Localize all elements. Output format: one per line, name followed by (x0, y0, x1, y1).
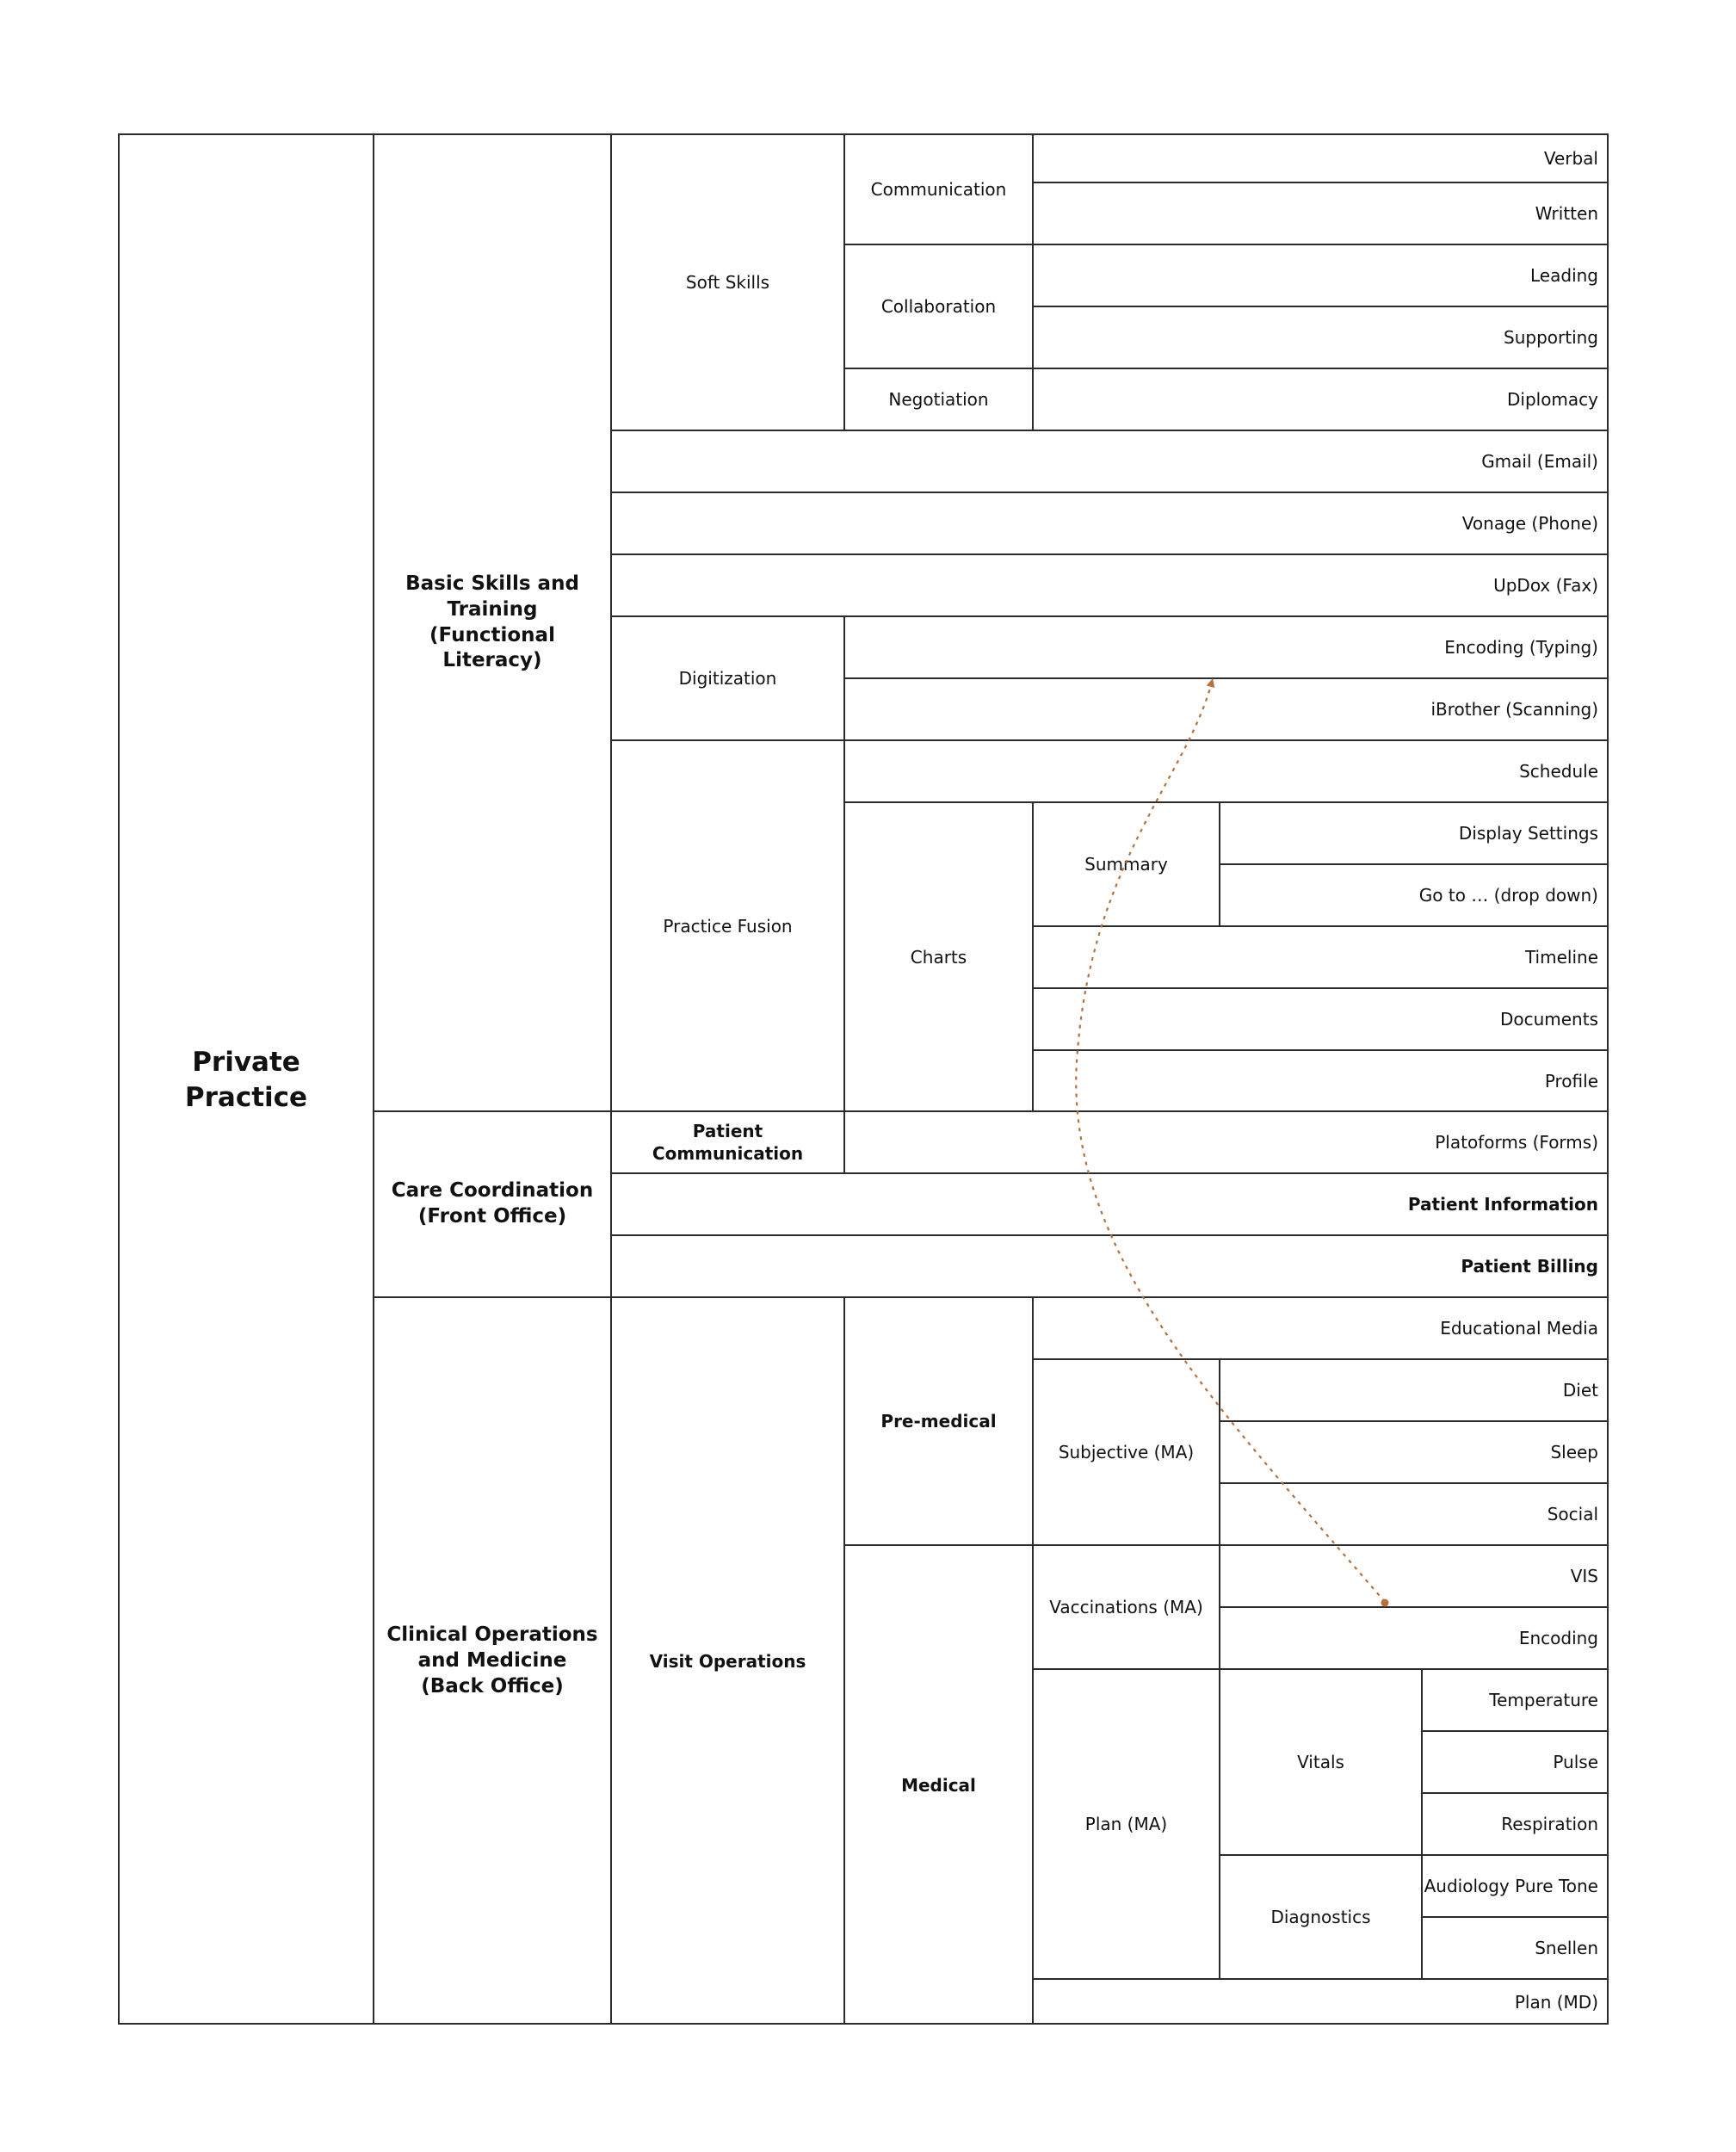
leaf-encoding-typing: Encoding (Typing) (843, 615, 1609, 677)
leaf-audiology-pure-tone: Audiology Pure Tone (1421, 1854, 1609, 1916)
leaf-documents: Documents (1032, 987, 1609, 1049)
node-charts: Charts (843, 801, 1032, 1110)
category-care-coordination: Care Coordination (Front Office) (373, 1110, 610, 1296)
leaf-temperature: Temperature (1421, 1668, 1609, 1730)
leaf-schedule: Schedule (843, 739, 1609, 801)
leaf-leading: Leading (1032, 244, 1609, 306)
category-clinical-operations: Clinical Operations and Medicine (Back Office) (373, 1296, 610, 2025)
node-negotiation: Negotiation (843, 368, 1032, 430)
leaf-go-to-dropdown: Go to … (drop down) (1219, 863, 1609, 925)
leaf-ibrother-scanning: iBrother (Scanning) (843, 677, 1609, 739)
node-communication: Communication (843, 133, 1032, 244)
leaf-timeline: Timeline (1032, 925, 1609, 987)
leaf-patient-information: Patient Information (610, 1172, 1609, 1234)
node-patient-communication: Patient Communication (610, 1110, 843, 1172)
leaf-social: Social (1219, 1482, 1609, 1544)
leaf-patient-billing: Patient Billing (610, 1234, 1609, 1296)
leaf-sleep: Sleep (1219, 1420, 1609, 1482)
leaf-gmail: Gmail (Email) (610, 430, 1609, 492)
leaf-profile: Profile (1032, 1049, 1609, 1110)
root-private-practice: Private Practice (118, 133, 373, 2025)
node-summary: Summary (1032, 801, 1219, 925)
node-diagnostics: Diagnostics (1219, 1854, 1421, 1978)
leaf-vis: VIS (1219, 1544, 1609, 1606)
leaf-snellen: Snellen (1421, 1916, 1609, 1978)
node-collaboration: Collaboration (843, 244, 1032, 368)
leaf-diet: Diet (1219, 1358, 1609, 1420)
leaf-encoding: Encoding (1219, 1606, 1609, 1668)
node-subjective: Subjective (MA) (1032, 1358, 1219, 1544)
leaf-educational-media: Educational Media (1032, 1296, 1609, 1358)
node-visit-operations: Visit Operations (610, 1296, 843, 2025)
leaf-diplomacy: Diplomacy (1032, 368, 1609, 430)
node-practice-fusion: Practice Fusion (610, 739, 843, 1110)
leaf-platoforms: Platoforms (Forms) (843, 1110, 1609, 1172)
leaf-updox: UpDox (Fax) (610, 553, 1609, 615)
node-medical: Medical (843, 1544, 1032, 2025)
leaf-written: Written (1032, 182, 1609, 244)
leaf-vonage: Vonage (Phone) (610, 492, 1609, 553)
node-vitals: Vitals (1219, 1668, 1421, 1854)
leaf-verbal: Verbal (1032, 133, 1609, 182)
leaf-respiration: Respiration (1421, 1792, 1609, 1854)
node-vaccinations: Vaccinations (MA) (1032, 1544, 1219, 1668)
node-digitization: Digitization (610, 615, 843, 739)
leaf-display-settings: Display Settings (1219, 801, 1609, 863)
leaf-plan-md: Plan (MD) (1032, 1978, 1609, 2025)
node-soft-skills: Soft Skills (610, 133, 843, 430)
node-pre-medical: Pre-medical (843, 1296, 1032, 1544)
leaf-pulse: Pulse (1421, 1730, 1609, 1792)
node-plan-ma: Plan (MA) (1032, 1668, 1219, 1978)
category-basic-skills: Basic Skills and Training (Functional Literacy) (373, 133, 610, 1110)
leaf-supporting: Supporting (1032, 306, 1609, 368)
